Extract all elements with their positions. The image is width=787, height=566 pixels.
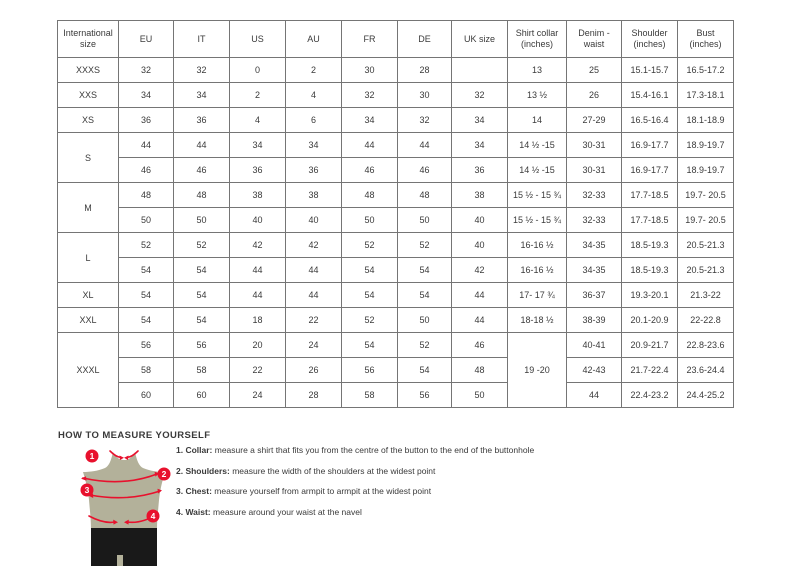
table-row (58, 83, 734, 108)
table-cell: 48 (119, 183, 174, 208)
table-cell: 58 (342, 383, 398, 408)
table-cell: 25 (567, 58, 622, 83)
table-cell: 34-35 (567, 233, 622, 258)
table-cell: 18.5-19.3 (622, 258, 678, 283)
table-cell: 34-35 (567, 258, 622, 283)
table-cell: 20 (230, 333, 286, 358)
table-cell: 50 (342, 208, 398, 233)
marker-2-number: 2 (161, 469, 167, 479)
table-row (58, 358, 734, 383)
table-cell: 54 (119, 308, 174, 333)
table-cell: 16-16 ½ (508, 258, 567, 283)
size-label-cell: L (58, 233, 119, 283)
table-cell: 18.9-19.7 (678, 158, 734, 183)
size-label-cell: XL (58, 283, 119, 308)
table-cell: 20.9-21.7 (622, 333, 678, 358)
table-cell: 18-18 ½ (508, 308, 567, 333)
table-cell: 24.4-25.2 (678, 383, 734, 408)
table-cell: 17.7-18.5 (622, 208, 678, 233)
table-cell: 44 (398, 133, 452, 158)
table-cell: 52 (342, 233, 398, 258)
table-cell: 16.9-17.7 (622, 133, 678, 158)
table-cell: 30 (398, 83, 452, 108)
table-cell: 40 (230, 208, 286, 233)
table-cell: 15 ½ - 15 ¾ (508, 208, 567, 233)
size-label-cell: XXL (58, 308, 119, 333)
size-chart-table (57, 20, 734, 408)
table-cell: 46 (452, 333, 508, 358)
table-cell: 52 (174, 233, 230, 258)
table-cell: 20.5-21.3 (678, 258, 734, 283)
table-cell: 44 (286, 258, 342, 283)
table-cell: 19 -20 (508, 333, 567, 408)
column-header: Bust (inches) (678, 21, 734, 58)
size-label-cell: XS (58, 108, 119, 133)
table-cell: 54 (398, 283, 452, 308)
table-cell: 30 (342, 58, 398, 83)
table-cell: 48 (342, 183, 398, 208)
table-cell: 44 (452, 308, 508, 333)
table-cell: 26 (286, 358, 342, 383)
table-cell: 50 (119, 208, 174, 233)
table-row (58, 283, 734, 308)
table-cell: 4 (230, 108, 286, 133)
table-row (58, 308, 734, 333)
measure-item-collar: 1. Collar: measure a shirt that fits you from the centre of the button to the end of the buttonhole (176, 445, 535, 455)
table-row (58, 383, 734, 408)
arrowhead (124, 456, 129, 461)
column-header: DE (398, 21, 452, 58)
table-cell: 50 (398, 208, 452, 233)
table-cell: 48 (398, 183, 452, 208)
table-cell: 22.8-23.6 (678, 333, 734, 358)
column-header: Shirt collar (inches) (508, 21, 567, 58)
table-cell: 44 (230, 258, 286, 283)
size-label-cell: XXS (58, 83, 119, 108)
column-header: FR (342, 21, 398, 58)
table-cell: 42 (230, 233, 286, 258)
measure-item-waist: 4. Waist: measure around your waist at the navel (176, 506, 362, 517)
mannequin-shorts (91, 528, 157, 566)
table-cell: 18.1-18.9 (678, 108, 734, 133)
table-cell: 40 (286, 208, 342, 233)
marker-3-number: 3 (84, 485, 90, 495)
table-cell: 36 (286, 158, 342, 183)
table-cell: 30-31 (567, 158, 622, 183)
table-cell: 22.4-23.2 (622, 383, 678, 408)
arrowhead (120, 456, 125, 461)
measure-item-chest: 3. Chest: measure yourself from armpit to armpit at the widest point (176, 486, 432, 496)
table-cell: 48 (452, 358, 508, 383)
column-header: Denim - waist (567, 21, 622, 58)
table-cell: 36 (174, 108, 230, 133)
table-cell: 24 (286, 333, 342, 358)
table-cell: 14 ½ -15 (508, 158, 567, 183)
table-cell: 44 (230, 283, 286, 308)
table-cell: 13 ½ (508, 83, 567, 108)
table-cell: 16-16 ½ (508, 233, 567, 258)
column-header: EU (119, 21, 174, 58)
table-cell: 20.5-21.3 (678, 233, 734, 258)
table-cell: 19.3-20.1 (622, 283, 678, 308)
table-cell: 54 (398, 258, 452, 283)
table-row (58, 58, 734, 83)
table-cell (452, 58, 508, 83)
table-cell: 44 (452, 283, 508, 308)
table-cell: 2 (286, 58, 342, 83)
table-cell: 54 (342, 258, 398, 283)
table-cell: 32 (452, 83, 508, 108)
table-cell: 44 (567, 383, 622, 408)
table-cell: 34 (286, 133, 342, 158)
table-row (58, 233, 734, 258)
table-cell: 56 (342, 358, 398, 383)
table-cell: 48 (174, 183, 230, 208)
size-label-cell: M (58, 183, 119, 233)
table-cell: 54 (342, 333, 398, 358)
measure-instructions-list (176, 446, 534, 528)
marker-1-number: 1 (89, 451, 95, 461)
table-cell: 21.7-22.4 (622, 358, 678, 383)
table-cell: 32 (342, 83, 398, 108)
table-cell: 58 (119, 358, 174, 383)
column-header: International size (58, 21, 119, 58)
table-cell: 40 (452, 233, 508, 258)
table-cell: 56 (174, 333, 230, 358)
table-cell: 36 (452, 158, 508, 183)
table-cell: 44 (174, 133, 230, 158)
table-cell: 42-43 (567, 358, 622, 383)
column-header: IT (174, 21, 230, 58)
table-cell: 44 (286, 283, 342, 308)
table-cell: 20.1-20.9 (622, 308, 678, 333)
table-cell: 38-39 (567, 308, 622, 333)
table-row (58, 208, 734, 233)
size-label-cell: XXXS (58, 58, 119, 83)
table-cell: 42 (452, 258, 508, 283)
table-cell: 36 (119, 108, 174, 133)
table-cell: 44 (119, 133, 174, 158)
table-cell: 14 ½ -15 (508, 133, 567, 158)
table-cell: 4 (286, 83, 342, 108)
table-cell: 13 (508, 58, 567, 83)
measure-section-title: HOW TO MEASURE YOURSELF (58, 430, 211, 441)
table-cell: 17.7-18.5 (622, 183, 678, 208)
table-cell: 50 (174, 208, 230, 233)
table-cell: 32-33 (567, 208, 622, 233)
table-cell: 58 (174, 358, 230, 383)
table-cell: 54 (342, 283, 398, 308)
table-cell: 15.1-15.7 (622, 58, 678, 83)
table-cell: 60 (119, 383, 174, 408)
table-cell: 2 (230, 83, 286, 108)
table-cell: 34 (230, 133, 286, 158)
table-cell: 22 (286, 308, 342, 333)
header-row (58, 21, 734, 58)
table-cell: 18.9-19.7 (678, 133, 734, 158)
table-cell: 6 (286, 108, 342, 133)
table-cell: 52 (398, 333, 452, 358)
table-cell: 17- 17 ¾ (508, 283, 567, 308)
table-row (58, 133, 734, 158)
table-cell: 34 (119, 83, 174, 108)
size-table-body (58, 58, 734, 408)
table-cell: 26 (567, 83, 622, 108)
table-row (58, 108, 734, 133)
table-cell: 46 (398, 158, 452, 183)
table-cell: 0 (230, 58, 286, 83)
table-cell: 56 (119, 333, 174, 358)
table-cell: 34 (174, 83, 230, 108)
table-cell: 56 (398, 383, 452, 408)
table-cell: 42 (286, 233, 342, 258)
table-cell: 44 (342, 133, 398, 158)
table-cell: 54 (119, 283, 174, 308)
table-cell: 17.3-18.1 (678, 83, 734, 108)
table-cell: 34 (452, 108, 508, 133)
table-cell: 36 (230, 158, 286, 183)
table-cell: 36-37 (567, 283, 622, 308)
table-cell: 22 (230, 358, 286, 383)
table-cell: 32 (398, 108, 452, 133)
table-cell: 15 ½ - 15 ¾ (508, 183, 567, 208)
mannequin-figure (57, 444, 187, 566)
table-cell: 14 (508, 108, 567, 133)
table-cell: 32 (174, 58, 230, 83)
table-cell: 54 (174, 283, 230, 308)
table-cell: 19.7- 20.5 (678, 183, 734, 208)
table-cell: 46 (119, 158, 174, 183)
table-cell: 28 (286, 383, 342, 408)
table-cell: 50 (452, 383, 508, 408)
table-cell: 32-33 (567, 183, 622, 208)
table-cell: 28 (398, 58, 452, 83)
table-cell: 34 (342, 108, 398, 133)
table-cell: 27-29 (567, 108, 622, 133)
table-row (58, 258, 734, 283)
table-cell: 52 (119, 233, 174, 258)
table-cell: 54 (174, 258, 230, 283)
size-label-cell: S (58, 133, 119, 183)
table-cell: 21.3-22 (678, 283, 734, 308)
column-header: UK size (452, 21, 508, 58)
table-cell: 60 (174, 383, 230, 408)
table-cell: 16.9-17.7 (622, 158, 678, 183)
table-cell: 38 (452, 183, 508, 208)
measure-item-shoulders: 2. Shoulders: measure the width of the shoulders at the widest point (176, 465, 436, 476)
table-cell: 54 (398, 358, 452, 383)
table-cell: 16.5-16.4 (622, 108, 678, 133)
table-cell: 15.4-16.1 (622, 83, 678, 108)
table-cell: 54 (119, 258, 174, 283)
table-cell: 46 (342, 158, 398, 183)
table-cell: 30-31 (567, 133, 622, 158)
table-cell: 46 (174, 158, 230, 183)
column-header: US (230, 21, 286, 58)
table-cell: 40 (452, 208, 508, 233)
size-label-cell: XXXL (58, 333, 119, 408)
marker-4-number: 4 (150, 511, 156, 521)
table-cell: 18.5-19.3 (622, 233, 678, 258)
table-cell: 24 (230, 383, 286, 408)
table-cell: 22-22.8 (678, 308, 734, 333)
table-cell: 52 (342, 308, 398, 333)
table-cell: 40-41 (567, 333, 622, 358)
arrowhead (81, 476, 87, 481)
table-cell: 38 (286, 183, 342, 208)
table-cell: 54 (174, 308, 230, 333)
table-cell: 38 (230, 183, 286, 208)
table-cell: 18 (230, 308, 286, 333)
column-header: Shoulder (inches) (622, 21, 678, 58)
table-row (58, 158, 734, 183)
table-cell: 16.5-17.2 (678, 58, 734, 83)
table-cell: 19.7- 20.5 (678, 208, 734, 233)
table-cell: 23.6-24.4 (678, 358, 734, 383)
table-cell: 34 (452, 133, 508, 158)
table-cell: 50 (398, 308, 452, 333)
column-header: AU (286, 21, 342, 58)
table-cell: 32 (119, 58, 174, 83)
table-cell: 52 (398, 233, 452, 258)
table-row (58, 183, 734, 208)
table-row (58, 333, 734, 358)
